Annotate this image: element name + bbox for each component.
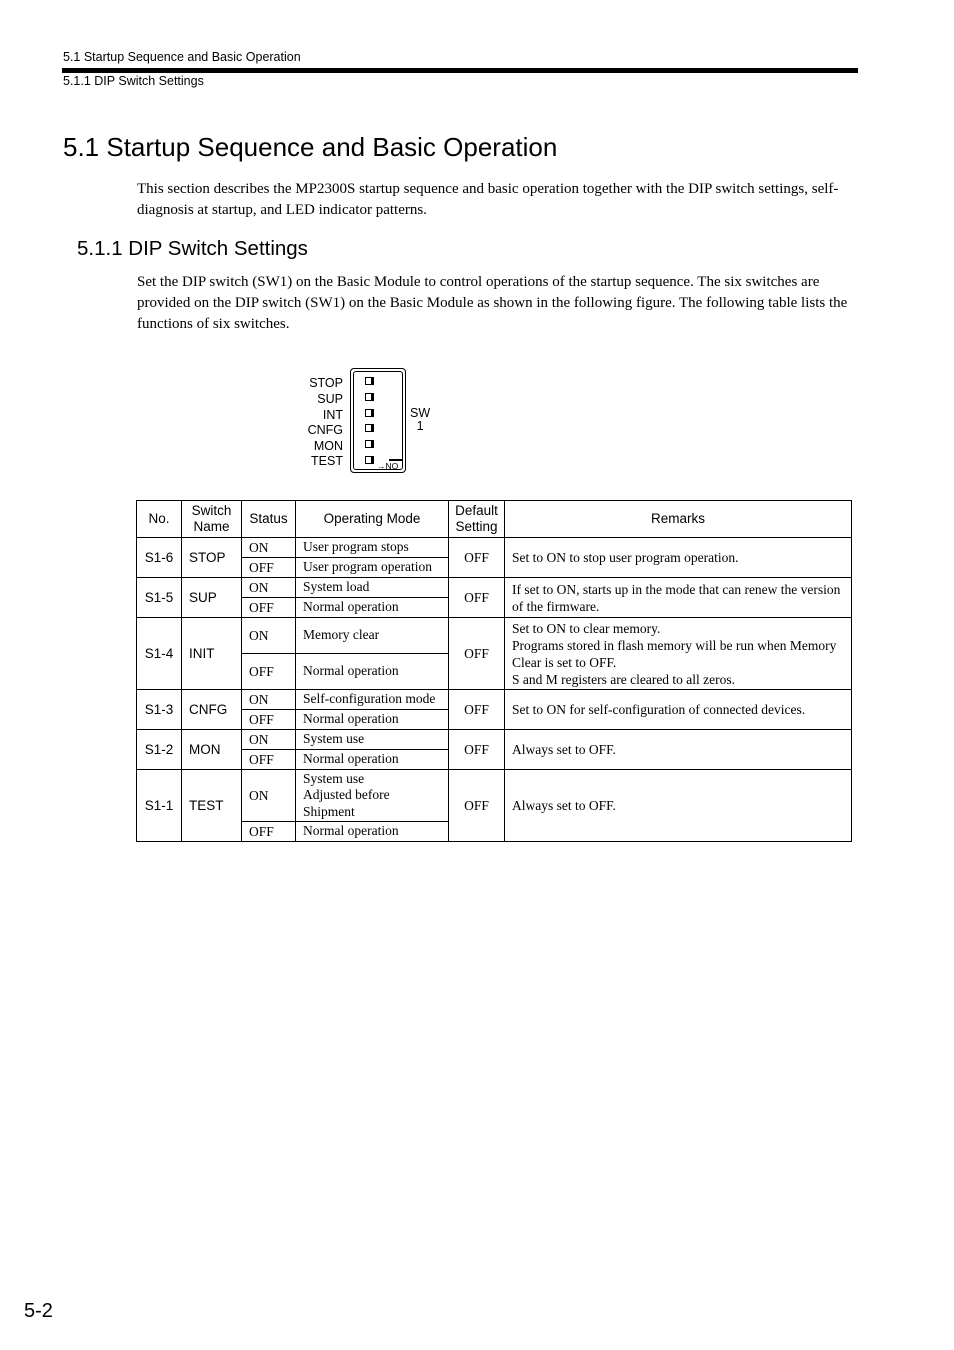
dip-label-mon: MON — [313, 439, 343, 453]
dip-switch-housing-inner — [353, 371, 403, 470]
dip-label-sup: SUP — [317, 392, 343, 406]
table-row — [137, 730, 852, 750]
cell-remarks — [505, 618, 852, 690]
cell-status-off: OFF — [242, 654, 296, 690]
cell-mode-off: Normal operation — [296, 822, 449, 842]
switch-designation-line2: 1 — [416, 419, 424, 433]
dip-lever-cnfg — [365, 424, 372, 432]
dip-label-int: INT — [322, 408, 343, 422]
table-row — [137, 690, 852, 710]
cell-mode-on — [296, 770, 449, 822]
cell-remarks: Always set to OFF. — [505, 770, 852, 842]
cell-status-on: ON — [242, 578, 296, 598]
subsection-title: 5.1.1 DIP Switch Settings — [77, 237, 308, 260]
dip-lever-int — [365, 409, 372, 417]
table-row — [137, 618, 852, 654]
cell-mode-on: Memory clear — [296, 618, 449, 654]
cell-switch-name: MON — [182, 730, 242, 770]
remarks-line: Programs stored in flash memory will be run when Memory Clear is set to OFF. — [512, 637, 837, 670]
section-title: 5.1 Startup Sequence and Basic Operation — [63, 132, 558, 162]
cell-switch-name: STOP — [182, 538, 242, 578]
switch-designation-line1: SW — [410, 406, 431, 420]
cell-status-off: OFF — [242, 750, 296, 770]
cell-status-off: OFF — [242, 822, 296, 842]
cell-switch-name: INIT — [182, 618, 242, 690]
remarks-line: S and M registers are cleared to all zeros. — [512, 671, 736, 687]
cell-no: S1-2 — [137, 730, 182, 770]
cell-status-on: ON — [242, 690, 296, 710]
cell-no: S1-4 — [137, 618, 182, 690]
dip-lever-sup — [365, 393, 372, 401]
cell-status-on: ON — [242, 618, 296, 654]
intro-paragraph: This section describes the MP2300S startup sequence and basic operation together with the DIP switch settings, self-diagnosis at startup, and LED indicator patterns. — [137, 181, 839, 218]
cell-mode-on: System use — [296, 730, 449, 750]
cell-no: S1-1 — [137, 770, 182, 842]
running-header-subsection: 5.1.1 DIP Switch Settings — [63, 74, 204, 88]
dip-label-stop: STOP — [309, 376, 343, 390]
cell-status-on: ON — [242, 538, 296, 558]
cell-default: OFF — [449, 770, 505, 842]
cell-mode-on: User program stops — [296, 538, 449, 558]
running-header-section: 5.1 Startup Sequence and Basic Operation — [63, 50, 301, 64]
cell-switch-name: SUP — [182, 578, 242, 618]
table-row — [137, 578, 852, 598]
cell-default: OFF — [449, 538, 505, 578]
cell-no: S1-6 — [137, 538, 182, 578]
dip-label-test: TEST — [311, 454, 343, 468]
cell-status-on: ON — [242, 770, 296, 822]
cell-default: OFF — [449, 690, 505, 730]
dip-lever-mon — [365, 440, 372, 448]
cell-switch-name: CNFG — [182, 690, 242, 730]
mode-line: System use — [303, 770, 365, 786]
table-row — [137, 538, 852, 558]
header-default-setting: Default Setting — [449, 501, 505, 538]
mode-line: Shipment — [303, 803, 355, 819]
cell-status-off: OFF — [242, 710, 296, 730]
cell-mode-on: Self-configuration mode — [296, 690, 449, 710]
header-remarks: Remarks — [505, 501, 852, 538]
header-no: No. — [137, 501, 182, 538]
cell-remarks: If set to ON, starts up in the mode that can renew the version of the firmware. — [505, 578, 852, 618]
dip-label-cnfg: CNFG — [307, 423, 343, 437]
cell-status-off: OFF — [242, 598, 296, 618]
cell-remarks: Set to ON to stop user program operation. — [505, 538, 852, 578]
cell-mode-off: Normal operation — [296, 750, 449, 770]
on-direction-label: →NO — [377, 461, 399, 471]
dip-lever-stop — [365, 377, 372, 385]
cell-mode-off: Normal operation — [296, 710, 449, 730]
remarks-line: Set to ON to clear memory. — [512, 620, 661, 636]
switch-designation — [410, 407, 430, 433]
table-row — [137, 770, 852, 822]
cell-no: S1-5 — [137, 578, 182, 618]
cell-remarks: Set to ON for self-configuration of connected devices. — [505, 690, 852, 730]
cell-default: OFF — [449, 730, 505, 770]
cell-switch-name: TEST — [182, 770, 242, 842]
header-switch-name: Switch Name — [182, 501, 242, 538]
cell-default: OFF — [449, 618, 505, 690]
header-status: Status — [242, 501, 296, 538]
cell-default: OFF — [449, 578, 505, 618]
cell-no: S1-3 — [137, 690, 182, 730]
cell-mode-off: User program operation — [296, 558, 449, 578]
cell-mode-off: Normal operation — [296, 654, 449, 690]
dip-switch-figure — [300, 366, 450, 478]
cell-mode-on: System load — [296, 578, 449, 598]
body-paragraph: Set the DIP switch (SW1) on the Basic Module to control operations of the startup sequence. The six switches are provided on the DIP switch (SW1) on the Basic Module as shown in the following figure. The following table lists the functions of six switches. — [137, 274, 848, 332]
page-number: 5-2 — [24, 1300, 53, 1322]
cell-mode-off: Normal operation — [296, 598, 449, 618]
dip-switch-table — [136, 500, 852, 842]
table-header-row — [137, 501, 852, 538]
cell-status-off: OFF — [242, 558, 296, 578]
dip-lever-test — [365, 456, 372, 464]
header-operating-mode: Operating Mode — [296, 501, 449, 538]
cell-remarks: Always set to OFF. — [505, 730, 852, 770]
header-rule — [62, 68, 858, 73]
mode-line: Adjusted before — [303, 787, 390, 803]
cell-status-on: ON — [242, 730, 296, 750]
